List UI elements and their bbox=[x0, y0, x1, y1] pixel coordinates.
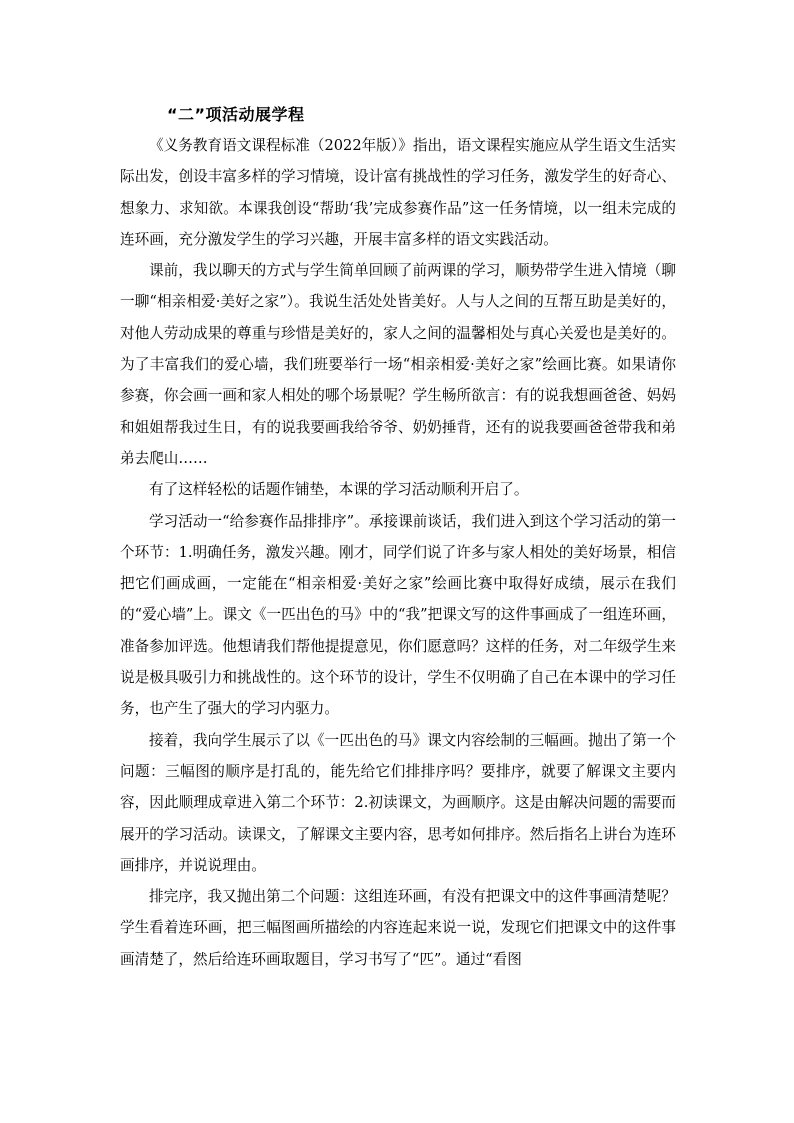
paragraph-transition: 有了这样轻松的话题作铺垫，本课的学习活动顺利开启了。 bbox=[149, 481, 529, 499]
paragraph-second-question: 排完序，我又抛出第二个问题：这组连环画，有没有把课文中的这件事画清楚呢？学生看着连环画，把三幅图画所描绘的内容连起来说一说，发现它们把课文中的这件事画清楚了，然后给连环画取题目，学习书写了“匹”。通过“看图 bbox=[120, 888, 676, 968]
paragraph-activity-one: 学习活动一“给参赛作品排排序”。承接课前谈话，我们进入到这个学习活动的第一个环节：1.明确任务，激发兴趣。刚才，同学们说了许多与家人相处的美好场景，相信把它们画成画，一定能在“相亲相爱·美好之家”绘画比赛中取得好成绩，展示在我们的“爱心墙”上。课文《一匹出色的马》中的“我”把课文写的这件事画成了一组连环画，准备参加评选。他想请我们帮他提提意见，你们愿意吗？这样的任务，对二年级学生来说是极具吸引力和挑战性的。这个环节的设计，学生不仅明确了自己在本课中的学习任务，也产生了强大的学习内驱力。 bbox=[120, 512, 676, 718]
section-heading: “二”项活动展学程 bbox=[167, 105, 305, 124]
paragraph-curriculum-standard: 《义务教育语文课程标准（2022年版）》指出，语文课程实施应从学生语文生活实际出发，创设丰富多样的学习情境，设计富有挑战性的学习任务，激发学生的好奇心、想象力、求知欲。本课我创设“帮助‘我’完成参赛作品”这一任务情境，以一组未完成的连环画，充分激发学生的学习兴趣，开展丰富多样的语文实践活动。 bbox=[120, 137, 676, 248]
paragraph-pre-class-chat: 课前，我以聊天的方式与学生简单回顾了前两课的学习，顺势带学生进入情境（聊一聊“相亲相爱·美好之家”）。我说生活处处皆美好。人与人之间的互帮互助是美好的，对他人劳动成果的尊重与珍惜是美好的，家人之间的温馨相处与真心关爱也是美好的。为了丰富我们的爱心墙，我们班要举行一场“相亲相爱·美好之家”绘画比赛。如果请你参赛，你会画一画和家人相处的哪个场景呢？学生畅所欲言：有的说我想画爸爸、妈妈和姐姐帮我过生日，有的说我要画我给爷爷、奶奶捶背，还有的说我要画爸爸带我和弟弟去爬山…… bbox=[120, 262, 676, 467]
document-body bbox=[120, 100, 676, 975]
paragraph-three-pictures: 接着，我向学生展示了以《一匹出色的马》课文内容绘制的三幅画。抛出了第一个问题：三幅图的顺序是打乱的，能先给它们排排序吗？要排序，就要了解课文主要内容，因此顺理成章进入第二个环节：2.初读课文，为画顺序。这是由解决问题的需要而展开的学习活动。读课文，了解课文主要内容，思考如何排序。然后指名上讲台为连环画排序，并说说理由。 bbox=[120, 731, 676, 874]
